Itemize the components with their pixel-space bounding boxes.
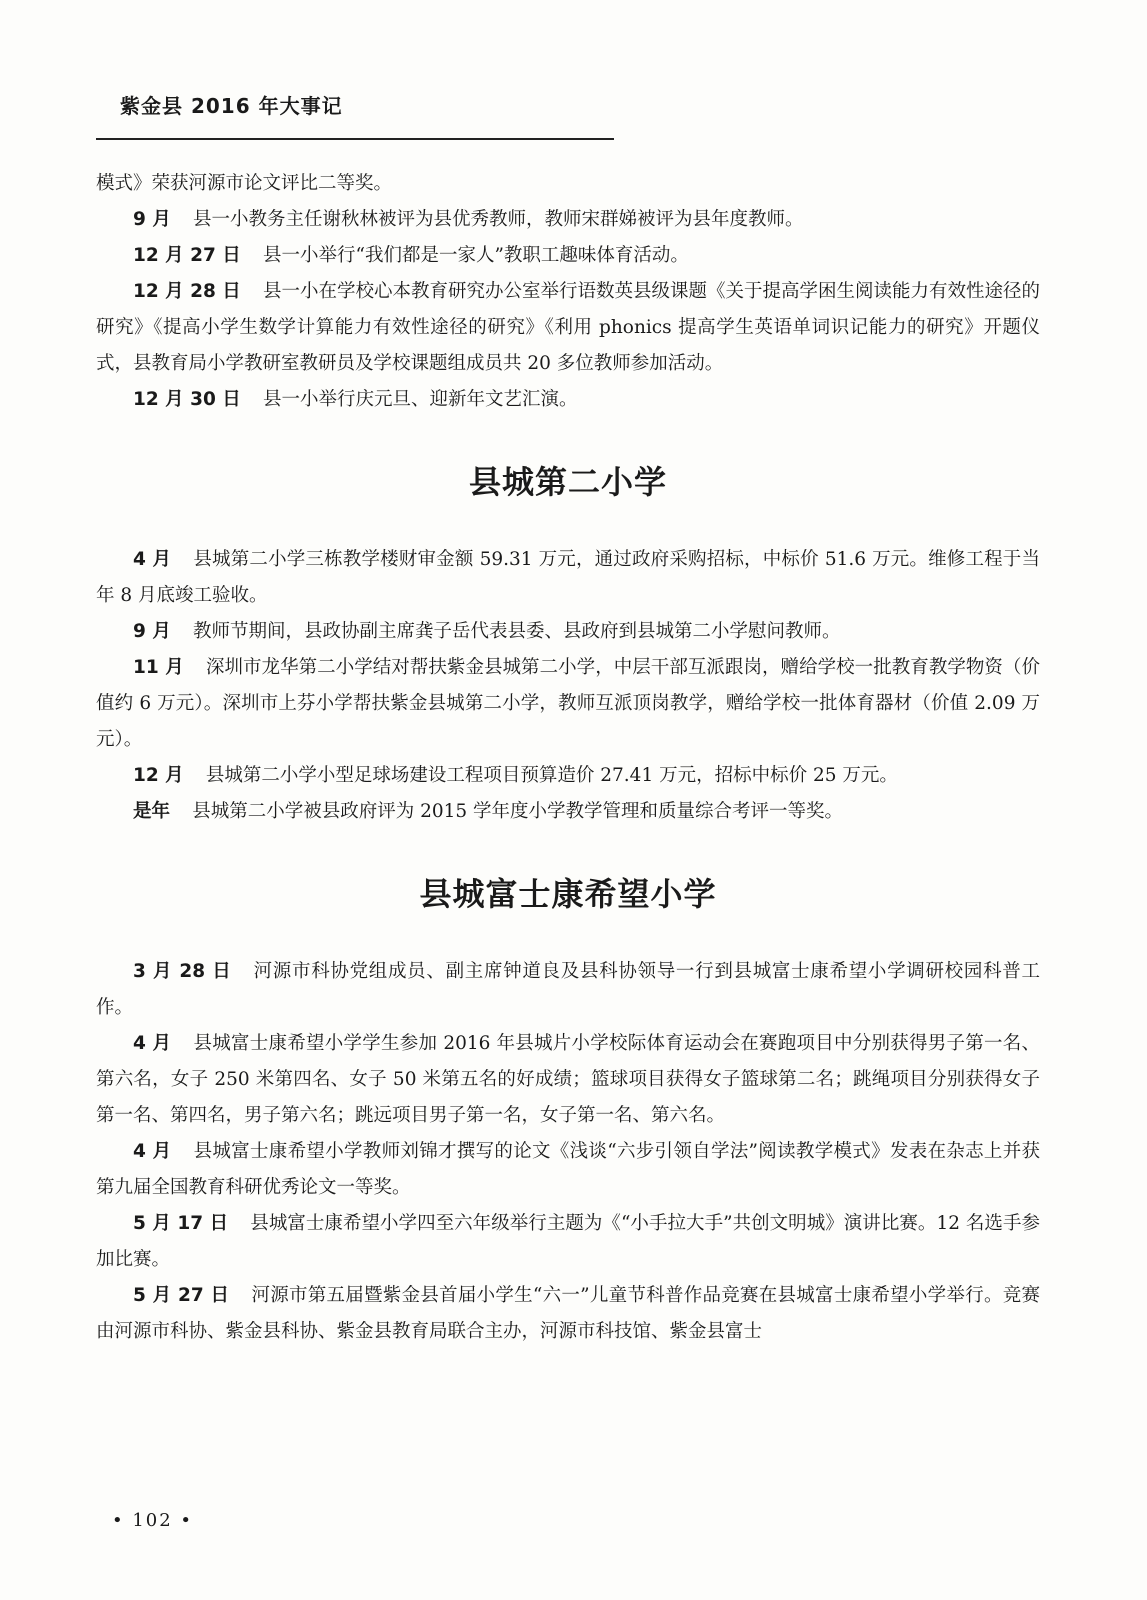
entry-date: 12 月 27 日 (133, 245, 241, 266)
entry-text: 模式》荣获河源市论文评比二等奖。 (96, 173, 393, 194)
entry (96, 794, 1040, 830)
entry-date: 11 月 (133, 657, 184, 678)
entry (96, 274, 1040, 382)
entry-text: 县一小教务主任谢秋林被评为县优秀教师，教师宋群娣被评为县年度教师。 (193, 209, 804, 230)
entry-text: 县城富士康希望小学学生参加 2016 年县城片小学校际体育运动会在赛跑项目中分别获得男子第一名、第六名，女子 250 米第四名、女子 50 米第五名的好成绩；篮球项目获得女子篮球第二名；跳绳项目分别获得女子第一名、第四名，男子第六名；跳远项目男子第一名，女子第一名、第六名。 (96, 1033, 1040, 1126)
entry (96, 1026, 1040, 1134)
body-text (96, 166, 1040, 1350)
entry-text: 河源市第五届暨紫金县首届小学生“六一”儿童节科普作品竞赛在县城富士康希望小学举行。竞赛由河源市科协、紫金县科协、紫金县教育局联合主办，河源市科技馆、紫金县富士 (96, 1285, 1040, 1342)
entry-text: 县城富士康希望小学四至六年级举行主题为《“小手拉大手”共创文明城》演讲比赛。12 名选手参加比赛。 (96, 1213, 1040, 1270)
entry-date: 4 月 (133, 1141, 172, 1162)
entry-date: 5 月 27 日 (133, 1285, 230, 1306)
entry (96, 1134, 1040, 1206)
entry-text: 县一小在学校心本教育研究办公室举行语数英县级课题《关于提高学困生阅读能力有效性途径的研究》《提高小学生数学计算能力有效性途径的研究》《利用 phonics 提高学生英语单词识记能力的研究》开题仪式，县教育局小学教研室教研员及学校课题组成员共 20 多位教师参加活动。 (96, 281, 1041, 374)
entry-date: 3 月 28 日 (133, 961, 232, 982)
entry-text: 县一小举行“我们都是一家人”教职工趣味体育活动。 (263, 245, 689, 266)
entry-text: 县城富士康希望小学教师刘锦才撰写的论文《浅谈“六步引领自学法”阅读教学模式》发表在杂志上并获第九届全国教育科研优秀论文一等奖。 (96, 1141, 1040, 1198)
entry-text: 县城第二小学小型足球场建设工程项目预算造价 27.41 万元，招标中标价 25 万元。 (205, 765, 898, 786)
entry (96, 542, 1040, 614)
entry-date: 是年 (133, 801, 171, 822)
entry (96, 1206, 1040, 1278)
entry (96, 614, 1040, 650)
entry-date: 12 月 28 日 (133, 281, 241, 302)
entry (96, 758, 1040, 794)
section-title-foxconn-hope-primary-school: 县城富士康希望小学 (419, 875, 717, 913)
entry (96, 382, 1040, 418)
header-rule (96, 138, 614, 140)
entry (96, 202, 1040, 238)
entry-date: 12 月 30 日 (133, 389, 241, 410)
entry (96, 954, 1040, 1026)
entry (96, 650, 1040, 758)
entry-date: 4 月 (133, 549, 172, 570)
section-title-second-primary-school: 县城第二小学 (468, 463, 667, 501)
entry (96, 1278, 1040, 1350)
page-number: • 102 • (112, 1510, 194, 1531)
entry-date: 9 月 (133, 209, 171, 230)
entry-text: 县城第二小学被县政府评为 2015 学年度小学教学管理和质量综合考评一等奖。 (192, 801, 844, 822)
entry-date: 9 月 (133, 621, 171, 642)
entry-date: 4 月 (133, 1033, 172, 1054)
entry (96, 238, 1040, 274)
entry-text: 河源市科协党组成员、副主席钟道良及县科协领导一行到县城富士康希望小学调研校园科普工作。 (96, 961, 1040, 1018)
entry-continuation (96, 166, 1040, 202)
entry-text: 县一小举行庆元旦、迎新年文艺汇演。 (263, 389, 578, 410)
entry-text: 县城第二小学三栋教学楼财审金额 59.31 万元，通过政府采购招标，中标价 51.6 万元。维修工程于当年 8 月底竣工验收。 (96, 549, 1040, 606)
entry-date: 12 月 (133, 765, 184, 786)
entry-text: 深圳市龙华第二小学结对帮扶紫金县城第二小学，中层干部互派跟岗，赠给学校一批教育教学物资（价值约 6 万元）。深圳市上芬小学帮扶紫金县城第二小学，教师互派顶岗教学，赠给学校一批体育器材（价值 2.09 万元）。 (96, 657, 1040, 750)
entry-text: 教师节期间，县政协副主席龚子岳代表县委、县政府到县城第二小学慰问教师。 (193, 621, 841, 642)
running-header: 紫金县 2016 年大事记 (120, 94, 343, 118)
entry-date: 5 月 17 日 (133, 1213, 229, 1234)
